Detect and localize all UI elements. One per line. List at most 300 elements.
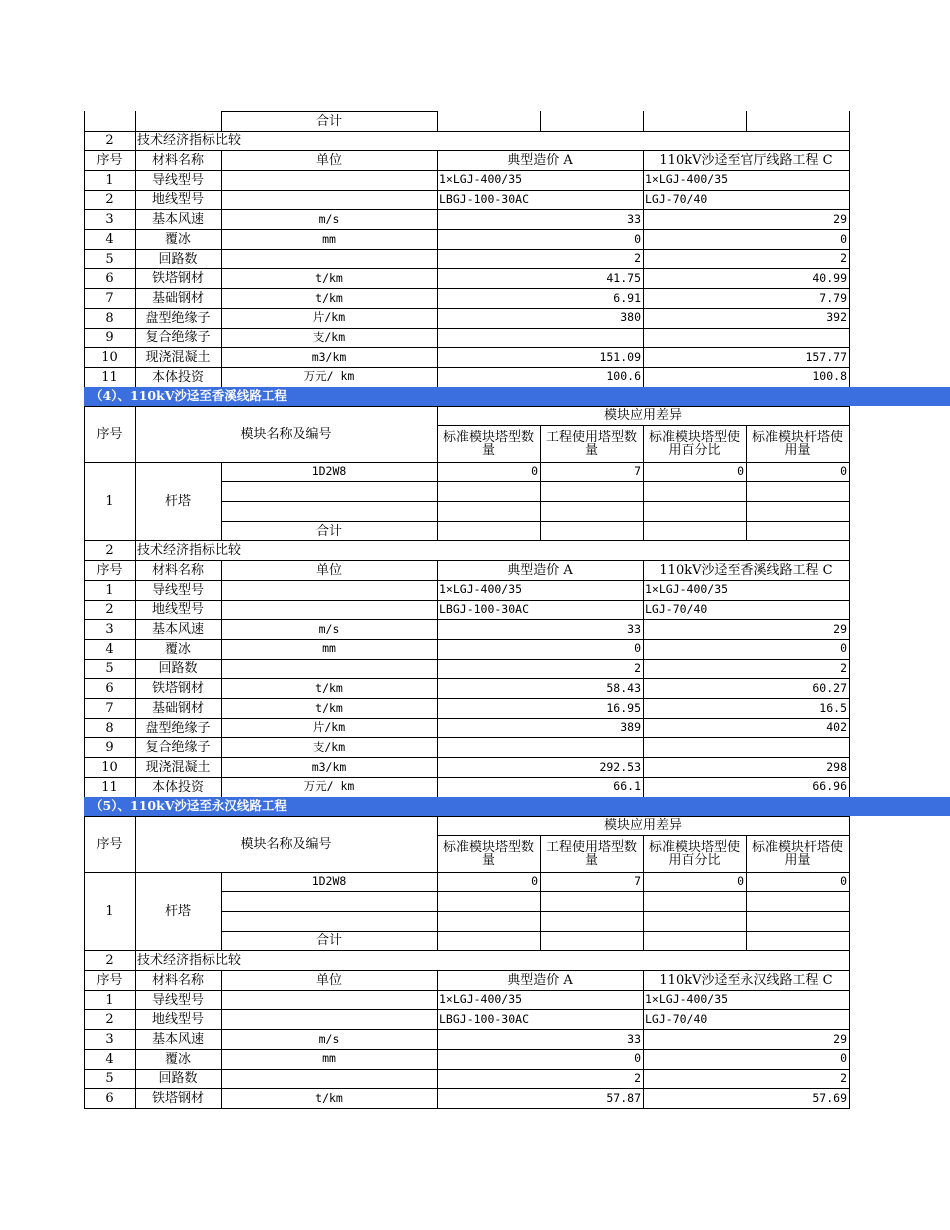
module-code: 1D2W8 [311, 464, 347, 479]
grid-line [849, 406, 850, 462]
grid-line [221, 481, 850, 482]
row-project-c: LGJ-70/40 [645, 192, 708, 207]
grid-line [437, 1010, 438, 1030]
grid-line [437, 738, 438, 758]
grid-line [135, 951, 136, 971]
module-header-standard-count: 标准模块塔型数量 [442, 429, 534, 458]
row-unit [221, 990, 437, 1010]
grid-line [221, 971, 222, 991]
row-material: 铁塔钢材 [151, 271, 204, 287]
grid-line [746, 872, 747, 951]
row-typical-a: 66.1 [613, 779, 641, 794]
row-no: 9 [105, 740, 114, 756]
grid-line [643, 462, 644, 541]
grid-line [540, 872, 541, 951]
module-header-name: 模块名称及编号 [240, 836, 332, 852]
module-standard-percent: 0 [737, 464, 744, 479]
col-header-unit: 单位 [315, 972, 342, 988]
col-header-project-c: 110kV沙迳至官厅线路工程 C [659, 153, 833, 169]
grid-line [746, 425, 747, 462]
grid-line [643, 1069, 644, 1089]
row-typical-a: 1×LGJ-400/35 [439, 172, 523, 187]
row-material: 地线型号 [151, 602, 204, 618]
grid-line [643, 990, 644, 1010]
row-no: 5 [105, 251, 114, 267]
grid-line [221, 561, 222, 581]
grid-line [84, 990, 85, 1010]
grid-line [437, 269, 438, 289]
row-typical-a: 100.6 [606, 369, 641, 384]
row-unit [221, 580, 437, 600]
grid-line [221, 659, 222, 679]
row-unit: m/s [318, 211, 340, 226]
grid-line [221, 462, 222, 541]
grid-line [221, 872, 222, 951]
grid-line [437, 718, 438, 738]
grid-line [135, 580, 136, 600]
grid-line [437, 659, 438, 679]
grid-line [84, 718, 85, 738]
row-typical-a: LBGJ-100-30AC [439, 192, 530, 207]
grid-line [135, 872, 136, 951]
row-material: 地线型号 [151, 192, 204, 208]
row-unit [221, 249, 437, 269]
grid-line [437, 990, 438, 1010]
grid-line [437, 639, 438, 659]
grid-line [84, 872, 85, 951]
module-header-standard-percent: 标准模块塔型使用百分比 [648, 839, 740, 868]
grid-line [849, 816, 850, 872]
grid-line [84, 561, 85, 581]
row-no: 6 [105, 271, 114, 287]
grid-line [135, 1069, 136, 1089]
row-material: 导线型号 [151, 582, 204, 598]
grid-line [221, 111, 438, 112]
module-header-standard-usage: 标准模块杆塔使用量 [751, 839, 843, 868]
row-no: 4 [105, 1051, 114, 1067]
grid-line [437, 230, 438, 250]
grid-line [849, 758, 850, 778]
top-total-label: 合计 [315, 113, 342, 129]
grid-line [849, 289, 850, 309]
grid-line [221, 990, 222, 1010]
grid-line [437, 170, 438, 190]
row-unit: 片/km [312, 720, 346, 735]
col-header-typical-a: 典型造价 A [507, 153, 573, 169]
row-no: 3 [105, 1031, 114, 1047]
row-unit: 万元/ km [303, 369, 355, 384]
row-unit: 万元/ km [303, 779, 355, 794]
col-header-unit: 单位 [315, 562, 342, 578]
module-project-count: 7 [634, 464, 641, 479]
grid-line [643, 639, 644, 659]
grid-line [437, 777, 438, 797]
row-unit: t/km [315, 270, 343, 285]
row-material: 盘型绝缘子 [145, 310, 211, 326]
row-project-c: 392 [826, 310, 847, 325]
grid-line [746, 835, 747, 872]
grid-line [135, 718, 136, 738]
grid-line [849, 620, 850, 640]
grid-line [221, 699, 222, 719]
row-typical-a [437, 328, 643, 348]
grid-line [135, 249, 136, 269]
col-header-no: 序号 [96, 562, 123, 578]
row-typical-a: 16.95 [606, 700, 641, 715]
grid-line [135, 348, 136, 368]
grid-line [135, 679, 136, 699]
row-unit: 片/km [312, 310, 346, 325]
grid-line [643, 111, 644, 131]
grid-line [643, 230, 644, 250]
grid-line [849, 872, 850, 951]
grid-line [135, 620, 136, 640]
econ-index: 2 [105, 543, 114, 559]
grid-line [643, 367, 644, 387]
grid-line [221, 308, 222, 328]
row-typical-a: 33 [627, 621, 641, 636]
row-typical-a: 389 [620, 720, 641, 735]
row-project-c [643, 328, 849, 348]
grid-line [221, 230, 222, 250]
grid-line [135, 289, 136, 309]
grid-line [84, 210, 85, 230]
grid-line [135, 151, 136, 171]
grid-line [849, 738, 850, 758]
row-material: 导线型号 [151, 172, 204, 188]
row-project-c: 40.99 [812, 270, 847, 285]
row-no: 8 [105, 720, 114, 736]
row-typical-a: 151.09 [599, 349, 641, 364]
row-typical-a: 2 [634, 1071, 641, 1086]
row-typical-a: 2 [634, 251, 641, 266]
grid-line [84, 170, 85, 190]
row-project-c: 1×LGJ-400/35 [645, 582, 729, 597]
grid-line [221, 111, 222, 131]
grid-line [84, 659, 85, 679]
grid-line [135, 230, 136, 250]
row-no: 2 [105, 602, 114, 618]
grid-line [135, 406, 136, 462]
grid-line [135, 659, 136, 679]
grid-line [437, 367, 438, 387]
row-unit: m3/km [311, 349, 347, 364]
grid-line [84, 328, 85, 348]
grid-line [84, 367, 85, 387]
col-header-no: 序号 [96, 153, 123, 169]
row-material: 回路数 [158, 251, 198, 267]
row-material: 覆冰 [164, 231, 191, 247]
grid-line [643, 777, 644, 797]
grid-line [849, 190, 850, 210]
module-standard-count: 0 [531, 874, 538, 889]
grid-line [84, 131, 85, 151]
grid-line [643, 151, 644, 171]
row-unit: m/s [318, 1031, 340, 1046]
grid-line [221, 777, 222, 797]
row-no: 11 [101, 369, 118, 385]
row-typical-a: 57.87 [606, 1090, 641, 1105]
module-header-standard-usage: 标准模块杆塔使用量 [751, 429, 843, 458]
grid-line [135, 561, 136, 581]
row-no: 3 [105, 622, 114, 638]
grid-line [746, 462, 747, 541]
row-typical-a [437, 738, 643, 758]
grid-line [643, 328, 644, 348]
grid-line [84, 1089, 85, 1109]
grid-line [135, 777, 136, 797]
grid-line [849, 367, 850, 387]
grid-line [643, 738, 644, 758]
row-project-c: 57.69 [812, 1090, 847, 1105]
row-material: 本体投资 [151, 369, 204, 385]
grid-line [437, 406, 438, 462]
row-no: 5 [105, 1071, 114, 1087]
row-no: 5 [105, 661, 114, 677]
grid-line [849, 210, 850, 230]
grid-line [849, 718, 850, 738]
grid-line [221, 151, 222, 171]
row-unit: mm [322, 1051, 336, 1066]
grid-line [221, 639, 222, 659]
econ-title: 技术经济指标比较 [137, 543, 242, 559]
row-unit [221, 659, 437, 679]
grid-line [849, 541, 850, 561]
grid-line [84, 600, 85, 620]
grid-line [135, 367, 136, 387]
grid-line [84, 190, 85, 210]
grid-line [849, 659, 850, 679]
grid-line [84, 289, 85, 309]
grid-line [849, 111, 850, 131]
grid-line [849, 462, 850, 541]
row-typical-a: 1×LGJ-400/35 [439, 582, 523, 597]
row-no: 1 [105, 582, 114, 598]
grid-line [135, 269, 136, 289]
grid-line [84, 111, 85, 131]
row-project-c: 29 [833, 1031, 847, 1046]
grid-line [437, 620, 438, 640]
row-material: 基本风速 [151, 622, 204, 638]
grid-line [437, 1049, 438, 1069]
grid-line [84, 151, 85, 171]
grid-line [540, 462, 541, 541]
module-header-project-count: 工程使用塔型数量 [545, 839, 637, 868]
grid-line [84, 462, 85, 541]
row-unit: mm [322, 231, 336, 246]
grid-line [135, 190, 136, 210]
section-title: （4）、110kV沙迳至香溪线路工程 [90, 388, 287, 404]
row-unit [221, 190, 437, 210]
grid-line [135, 990, 136, 1010]
grid-line [84, 1069, 85, 1089]
grid-line [437, 699, 438, 719]
grid-line [643, 872, 644, 951]
grid-line [437, 462, 438, 541]
row-project-c: 100.8 [812, 369, 847, 384]
grid-line [849, 1069, 850, 1089]
grid-line [643, 718, 644, 738]
row-project-c: 1×LGJ-400/35 [645, 992, 729, 1007]
grid-line [221, 328, 222, 348]
row-no: 7 [105, 290, 114, 306]
grid-line [135, 1010, 136, 1030]
grid-line [84, 580, 85, 600]
row-unit: mm [322, 641, 336, 656]
row-material: 现浇混凝土 [145, 759, 211, 775]
grid-line [221, 1089, 222, 1109]
row-unit [221, 1069, 437, 1089]
grid-line [84, 738, 85, 758]
grid-line [849, 230, 850, 250]
row-project-c: 16.5 [819, 700, 847, 715]
row-unit: 支/km [312, 739, 346, 754]
grid-line [643, 659, 644, 679]
row-project-c: 2 [840, 1071, 847, 1086]
grid-line [849, 1049, 850, 1069]
module-name: 杆塔 [164, 493, 191, 509]
grid-line [849, 151, 850, 171]
grid-line [221, 1069, 222, 1089]
grid-line [643, 679, 644, 699]
row-unit [221, 170, 437, 190]
grid-line [221, 210, 222, 230]
row-no: 7 [105, 700, 114, 716]
row-typical-a: 0 [634, 641, 641, 656]
grid-line [643, 1089, 644, 1109]
grid-line [84, 249, 85, 269]
grid-line [746, 111, 747, 131]
grid-line [84, 699, 85, 719]
row-no: 4 [105, 641, 114, 657]
grid-line [84, 620, 85, 640]
grid-line [84, 777, 85, 797]
grid-line [135, 111, 136, 131]
row-project-c: 2 [840, 251, 847, 266]
grid-line [135, 462, 136, 541]
grid-line [221, 580, 222, 600]
grid-line [437, 190, 438, 210]
grid-line [643, 210, 644, 230]
grid-line [849, 777, 850, 797]
row-no: 6 [105, 681, 114, 697]
module-header-standard-percent: 标准模块塔型使用百分比 [648, 429, 740, 458]
col-header-typical-a: 典型造价 A [507, 972, 573, 988]
grid-line [643, 600, 644, 620]
grid-line [437, 308, 438, 328]
grid-line [135, 738, 136, 758]
grid-line [437, 580, 438, 600]
grid-line [221, 190, 222, 210]
grid-line [135, 170, 136, 190]
grid-line [643, 561, 644, 581]
row-project-c: 7.79 [819, 290, 847, 305]
grid-line [437, 1030, 438, 1050]
grid-line [849, 639, 850, 659]
row-material: 回路数 [158, 1071, 198, 1087]
row-no: 4 [105, 231, 114, 247]
grid-line [135, 971, 136, 991]
grid-line [437, 561, 438, 581]
col-header-project-c: 110kV沙迳至永汉线路工程 C [659, 972, 833, 988]
row-project-c: 0 [840, 231, 847, 246]
grid-line [221, 911, 850, 912]
grid-line [643, 971, 644, 991]
grid-line [849, 1010, 850, 1030]
row-unit: m3/km [311, 759, 347, 774]
grid-line [643, 580, 644, 600]
grid-line [540, 111, 541, 131]
row-project-c: 157.77 [805, 349, 847, 364]
module-no: 1 [105, 493, 114, 509]
module-header-no: 序号 [96, 426, 123, 442]
grid-line [84, 406, 85, 462]
grid-line [221, 249, 222, 269]
row-material: 基础钢材 [151, 700, 204, 716]
grid-line [643, 758, 644, 778]
grid-line [643, 1030, 644, 1050]
grid-line [437, 151, 438, 171]
econ-index: 2 [105, 953, 114, 969]
grid-line [221, 718, 222, 738]
module-standard-percent: 0 [737, 874, 744, 889]
grid-line [84, 269, 85, 289]
grid-line [135, 131, 136, 151]
grid-line [643, 289, 644, 309]
grid-line [849, 328, 850, 348]
grid-line [643, 835, 644, 872]
row-project-c: LGJ-70/40 [645, 602, 708, 617]
row-material: 覆冰 [164, 641, 191, 657]
grid-line [849, 131, 850, 151]
grid-line [221, 1030, 222, 1050]
row-no: 10 [101, 759, 118, 775]
col-header-no: 序号 [96, 972, 123, 988]
section-title: （5）、110kV沙迳至永汉线路工程 [90, 798, 287, 814]
grid-line [84, 1030, 85, 1050]
row-project-c: 66.96 [812, 779, 847, 794]
grid-line [540, 835, 541, 872]
row-project-c: 60.27 [812, 680, 847, 695]
grid-line [540, 425, 541, 462]
grid-line [437, 210, 438, 230]
col-header-project-c: 110kV沙迳至香溪线路工程 C [659, 562, 833, 578]
row-material: 盘型绝缘子 [145, 720, 211, 736]
module-no: 1 [105, 903, 114, 919]
row-no: 8 [105, 310, 114, 326]
grid-line [437, 758, 438, 778]
row-no: 3 [105, 212, 114, 228]
row-project-c: LGJ-70/40 [645, 1011, 708, 1026]
grid-line [643, 308, 644, 328]
grid-line [221, 269, 222, 289]
row-unit: t/km [315, 290, 343, 305]
grid-line [849, 600, 850, 620]
grid-line [84, 541, 85, 561]
row-project-c: 0 [840, 1051, 847, 1066]
col-header-typical-a: 典型造价 A [507, 562, 573, 578]
row-material: 导线型号 [151, 992, 204, 1008]
grid-line [849, 951, 850, 971]
grid-line [221, 738, 222, 758]
grid-line [135, 816, 136, 872]
row-no: 9 [105, 330, 114, 346]
grid-line [221, 891, 850, 892]
grid-line [221, 367, 222, 387]
row-project-c: 298 [826, 759, 847, 774]
row-material: 复合绝缘子 [145, 740, 211, 756]
grid-line [643, 1049, 644, 1069]
